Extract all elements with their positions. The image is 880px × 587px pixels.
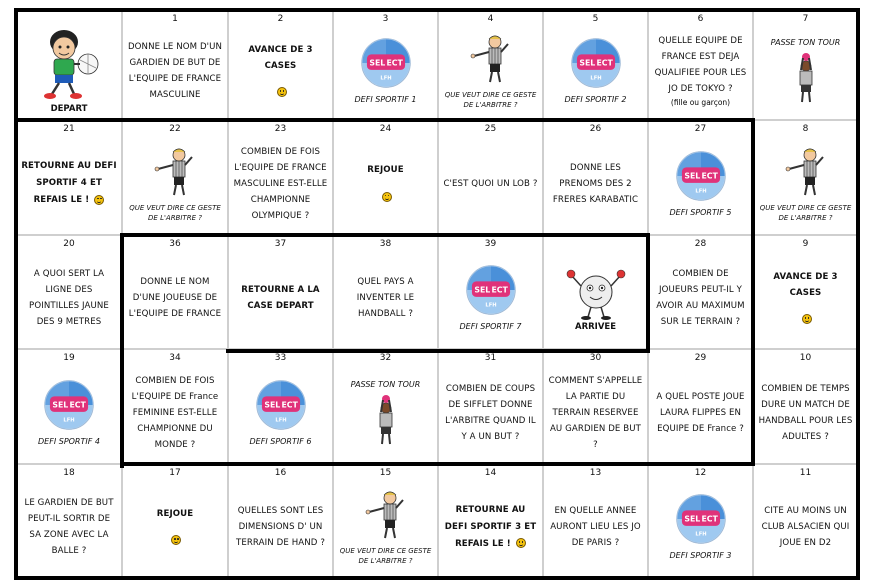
ball-text-bottom: LFH [274, 416, 287, 423]
ball-text-bottom: LFH [379, 75, 392, 82]
square-caption: QUE VEUT DIRE CE GESTE DE L'ARBITRE ? [759, 203, 852, 222]
handball-icon [675, 493, 727, 545]
handball-icon [465, 264, 517, 316]
square-number: 1 [172, 14, 178, 24]
handball-icon [255, 379, 307, 431]
square-text: CITE AU MOINS UN CLUB ALSACIEN QUI JOUE EN D2 [761, 506, 850, 548]
referee-icon [363, 488, 409, 540]
board-square-4 [438, 10, 543, 120]
square-number: 3 [382, 14, 389, 24]
handball-icon [43, 379, 95, 431]
square-text: AVANCE DE 3 CASES [773, 271, 838, 298]
square-number: 24 [379, 124, 392, 134]
square-number: 12 [694, 468, 707, 478]
square-text: REJOUE [367, 165, 404, 175]
ball-text-left: SEL [473, 285, 490, 295]
square-number: 26 [589, 124, 602, 134]
board-square-finish [543, 235, 648, 349]
square-caption: DEFI SPORTIF 4 [38, 436, 100, 446]
square-number: 36 [169, 239, 181, 249]
square-text: DONNE LES PRENOMS DES 2 FRERES KARABATIC [552, 162, 639, 205]
square-number: 15 [379, 468, 392, 478]
ball-text-right: ECT [385, 58, 403, 68]
square-text: QUELLE EQUIPE DE FRANCE EST DEJA QUALIFIEE POUR LES JO DE TOKYO ? [654, 36, 747, 94]
ball-text-right: ECT [700, 171, 718, 181]
square-text: COMBIEN DE COUPS DE SIFFLET DONNE L'ARBITRE QUAND IL Y A UN BUT ? [445, 383, 536, 442]
smiley-icon [171, 535, 181, 545]
square-number: 10 [799, 353, 812, 363]
ball-text-bottom: LFH [694, 187, 707, 194]
board-square-36 [122, 235, 228, 349]
square-text: A QUEL POSTE JOUE LAURA FLIPPES EN EQUIPE DE France ? [656, 391, 745, 434]
handball-icon [675, 150, 727, 202]
board-square-3 [333, 10, 438, 120]
square-caption: DEFI SPORTIF 5 [669, 207, 732, 217]
ball-text-left: SEL [368, 58, 385, 68]
square-text: EN QUELLE ANNEE AURONT LIEU LES JO DE PARIS ? [550, 506, 641, 548]
board-square-6 [648, 10, 753, 120]
board-square-16 [228, 464, 333, 578]
board-square-13 [543, 464, 648, 578]
square-text: COMBIEN DE JOUEURS PEUT-IL Y AVOIR AU MAXIMUM SUR LE TERRAIN ? [656, 269, 745, 327]
square-number: 20 [63, 239, 75, 249]
board-square-18 [16, 464, 122, 578]
square-number: 27 [694, 124, 707, 134]
square-text: REJOUE [156, 508, 194, 519]
square-text: COMBIEN DE FOIS L'EQUIPE DE FRANCE MASCULINE EST-ELLE CHAMPIONNE OLYMPIQUE ? [233, 146, 328, 221]
board-square-15 [333, 464, 438, 578]
square-caption: DEFI SPORTIF 6 [249, 436, 312, 446]
board-square-10 [753, 349, 858, 464]
square-number: 5 [592, 14, 599, 24]
finish-label: ARRIVEE [574, 322, 617, 332]
player-icon [363, 394, 409, 446]
square-text: DONNE LE NOM D'UN GARDIEN DE BUT DE L'EQUIPE DE FRANCE MASCULINE [127, 42, 223, 100]
square-number: 30 [589, 353, 602, 363]
square-number: 9 [802, 239, 809, 249]
ball-text-right: ECT [69, 400, 86, 410]
square-number: 11 [799, 468, 812, 478]
mascot-player-icon [34, 28, 104, 104]
square-number: 19 [63, 353, 75, 363]
square-number: 6 [697, 14, 704, 24]
handball-icon [570, 37, 622, 89]
square-caption: DEFI SPORTIF 7 [459, 322, 522, 331]
board-square-31 [438, 349, 543, 464]
board-square-34 [122, 349, 228, 464]
ball-text-bottom: LFH [484, 302, 497, 309]
board-square-start [16, 10, 122, 120]
board-square-20 [16, 235, 122, 349]
board-square-27 [648, 120, 753, 235]
square-text: C'EST QUOI UN LOB ? [443, 178, 538, 189]
handball-icon [360, 37, 412, 89]
smiley-icon [516, 538, 526, 548]
square-caption: QUE VEUT DIRE CE GESTE DE L'ARBITRE ? [444, 91, 537, 109]
board-square-28 [648, 235, 753, 349]
referee-icon [152, 145, 198, 197]
square-text: COMBIEN DE FOIS L'EQUIPE DE France FEMININE EST-ELLE CHAMPIONNE DU MONDE ? [131, 375, 219, 450]
square-number: 14 [484, 468, 497, 478]
ball-text-bottom: LFH [694, 531, 707, 538]
board-square-8 [753, 120, 858, 235]
square-caption: DEFI SPORTIF 3 [669, 551, 732, 560]
ball-text-right: ECT [490, 285, 508, 295]
square-text: AVANCE DE 3 CASES [248, 44, 313, 71]
board-square-12 [648, 464, 753, 578]
ball-text-left: SEL [263, 400, 280, 410]
clock-mascot-icon [564, 264, 628, 320]
board-square-19 [16, 349, 122, 464]
square-number: 25 [484, 124, 497, 134]
square-caption: DEFI SPORTIF 2 [564, 95, 627, 104]
square-number: 7 [802, 14, 809, 24]
smiley-icon [94, 195, 104, 205]
board-square-37 [228, 235, 333, 349]
square-number: 32 [379, 353, 392, 363]
square-text: RETOURNE A LA CASE DEPART [241, 285, 320, 311]
board-square-5 [543, 10, 648, 120]
ball-text-right: ECT [700, 514, 718, 524]
player-icon [783, 52, 829, 104]
square-text: QUELLES SONT LES DIMENSIONS D' UN TERRAIN DE HAND ? [235, 506, 325, 548]
board-square-26 [543, 120, 648, 235]
square-number: 37 [274, 239, 287, 249]
ball-text-bottom: LFH [63, 416, 75, 423]
square-caption: QUE VEUT DIRE CE GESTE DE L'ARBITRE ? [129, 203, 221, 222]
smiley-icon [382, 192, 392, 202]
square-caption: PASSE TON TOUR [350, 379, 421, 389]
ball-text-right: ECT [280, 400, 298, 410]
square-text: RETOURNE AU DEFI SPORTIF 4 ET REFAIS LE ! [21, 161, 117, 205]
smiley-icon [277, 87, 287, 97]
square-note: (fille ou garçon) [670, 98, 731, 107]
board-square-30 [543, 349, 648, 464]
board-square-23 [228, 120, 333, 235]
square-number: 34 [169, 353, 181, 363]
board-square-17 [122, 464, 228, 578]
square-number: 38 [379, 239, 392, 249]
square-number: 23 [274, 124, 287, 134]
square-number: 18 [63, 468, 75, 478]
square-number: 33 [274, 353, 287, 363]
square-number: 22 [169, 124, 181, 134]
referee-icon [783, 145, 829, 197]
ball-text-bottom: LFH [589, 75, 602, 82]
square-number: 28 [694, 239, 707, 249]
board-square-7 [753, 10, 858, 120]
start-label: DEPART [50, 104, 88, 114]
ball-text-left: SEL [578, 58, 595, 68]
board-square-1 [122, 10, 228, 120]
board-square-11 [753, 464, 858, 578]
square-number: 2 [277, 14, 284, 24]
square-number: 31 [484, 353, 497, 363]
board-square-29 [648, 349, 753, 464]
square-caption: QUE VEUT DIRE CE GESTE DE L'ARBITRE ? [339, 547, 432, 565]
square-number: 4 [487, 14, 494, 24]
smiley-icon [802, 314, 812, 324]
board-square-38 [333, 235, 438, 349]
square-number: 29 [694, 353, 707, 363]
square-number: 17 [169, 468, 181, 478]
square-number: 16 [274, 468, 287, 478]
ball-text-left: SEL [683, 171, 700, 181]
square-text: COMBIEN DE TEMPS DURE UN MATCH DE HANDBALL POUR LES ADULTES ? [758, 383, 853, 442]
ball-text-left: SEL [683, 514, 700, 524]
board-square-22 [122, 120, 228, 235]
board-square-24 [333, 120, 438, 235]
square-caption: DEFI SPORTIF 1 [354, 95, 417, 104]
board-square-32 [333, 349, 438, 464]
square-number: 21 [63, 124, 75, 134]
square-number: 13 [589, 468, 602, 478]
square-text: A QUOI SERT LA LIGNE DES POINTILLES JAUNE DES 9 METRES [29, 269, 109, 327]
board-square-33 [228, 349, 333, 464]
square-text: DONNE LE NOM D'UNE JOUEUSE DE L'EQUIPE DE FRANCE [128, 277, 222, 319]
board-square-25 [438, 120, 543, 235]
referee-icon [468, 32, 514, 84]
square-text: COMMENT S'APPELLE LA PARTIE DU TERRAIN RESERVEE AU GARDIEN DE BUT ? [548, 375, 643, 450]
ball-text-right: ECT [595, 58, 613, 68]
square-number: 8 [802, 124, 809, 134]
ball-text-left: SEL [52, 400, 69, 410]
square-text: RETOURNE AU DEFI SPORTIF 3 ET REFAIS LE ! [444, 504, 537, 549]
square-text: QUEL PAYS A INVENTER LE HANDBALL ? [356, 277, 415, 319]
square-text: LE GARDIEN DE BUT PEUT-IL SORTIR DE SA ZONE AVEC LA BALLE ? [24, 498, 114, 556]
square-caption: PASSE TON TOUR [770, 38, 841, 47]
board-square-39 [438, 235, 543, 349]
square-number: 39 [484, 239, 497, 249]
board-square-2 [228, 10, 333, 120]
board-square-14 [438, 464, 543, 578]
board-square-21 [16, 120, 122, 235]
board-square-9 [753, 235, 858, 349]
